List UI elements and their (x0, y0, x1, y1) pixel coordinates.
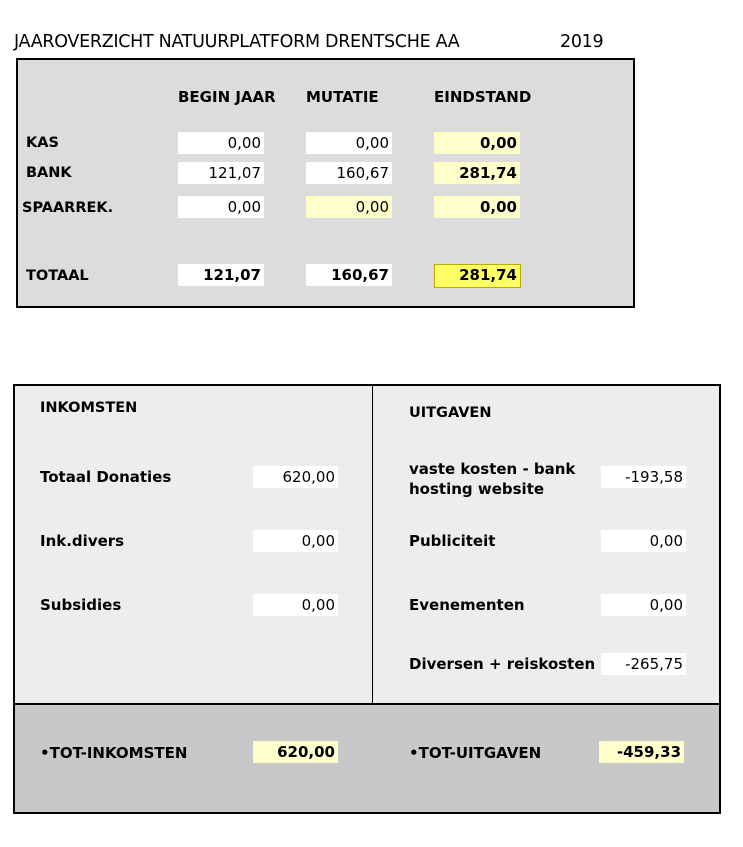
uitgaven-label-vaste-kosten-line1: vaste kosten - bank (409, 460, 576, 478)
spaarrek-begin-cell[interactable]: 0,00 (178, 196, 264, 218)
inkomsten-donaties-cell[interactable]: 620,00 (253, 466, 338, 488)
totaal-mutatie-cell[interactable]: 160,67 (306, 264, 392, 286)
row-label-spaarrek: SPAARREK. (22, 200, 114, 216)
uitgaven-label-vaste-kosten (409, 459, 575, 499)
inkomsten-divers-cell[interactable]: 0,00 (253, 530, 338, 552)
kas-begin-cell[interactable]: 0,00 (178, 132, 264, 154)
inkomsten-label-donaties: Totaal Donaties (40, 468, 172, 486)
column-header-begin: BEGIN JAAR (178, 88, 276, 106)
kas-mutatie-cell[interactable]: 0,00 (306, 132, 392, 154)
inkomsten-label-subsidies: Subsidies (40, 596, 122, 614)
inkomsten-subsidies-cell[interactable]: 0,00 (253, 594, 338, 616)
uitgaven-label-evenementen: Evenementen (409, 596, 525, 614)
tot-inkomsten-label: •TOT-INKOMSTEN (40, 744, 188, 762)
bank-eind-cell[interactable]: 281,74 (434, 162, 520, 184)
inkomsten-label-divers: Ink.divers (40, 532, 125, 550)
row-label-kas: KAS (26, 135, 59, 151)
totaal-begin-cell[interactable]: 121,07 (178, 264, 264, 286)
uitgaven-heading: UITGAVEN (409, 405, 492, 421)
tot-uitgaven-cell[interactable]: -459,33 (599, 741, 684, 763)
kas-eind-cell[interactable]: 0,00 (434, 132, 520, 154)
uitgaven-label-vaste-kosten-line2: hosting website (409, 480, 545, 498)
tot-uitgaven-label: •TOT-UITGAVEN (409, 744, 542, 762)
uitgaven-diversen-cell[interactable]: -265,75 (601, 653, 686, 675)
tot-inkomsten-cell[interactable]: 620,00 (253, 741, 338, 763)
spaarrek-eind-cell[interactable]: 0,00 (434, 196, 520, 218)
inkomsten-heading: INKOMSTEN (40, 400, 138, 416)
totals-footer (15, 705, 719, 812)
spaarrek-mutatie-cell[interactable]: 0,00 (306, 196, 392, 218)
tot-uitgaven-label-text: TOT-UITGAVEN (418, 744, 542, 762)
uitgaven-label-diversen: Diversen + reiskosten (409, 655, 596, 673)
row-label-totaal: TOTAAL (26, 268, 89, 284)
row-label-bank: BANK (26, 165, 72, 181)
bank-begin-cell[interactable]: 121,07 (178, 162, 264, 184)
bank-mutatie-cell[interactable]: 160,67 (306, 162, 392, 184)
page-title (14, 32, 604, 52)
column-divider (372, 386, 373, 704)
uitgaven-evenementen-cell[interactable]: 0,00 (601, 594, 686, 616)
totaal-eind-cell[interactable]: 281,74 (434, 264, 521, 288)
title-text: JAAROVERZICHT NATUURPLATFORM DRENTSCHE AA (14, 32, 460, 52)
column-header-eindstand: EINDSTAND (434, 88, 532, 106)
title-year: 2019 (560, 32, 604, 52)
uitgaven-vaste-kosten-cell[interactable]: -193,58 (601, 466, 686, 488)
uitgaven-label-publiciteit: Publiciteit (409, 532, 496, 550)
column-header-mutatie: MUTATIE (306, 88, 379, 106)
income-expense-panel (13, 384, 721, 814)
balance-summary-panel (16, 58, 635, 308)
uitgaven-publiciteit-cell[interactable]: 0,00 (601, 530, 686, 552)
tot-inkomsten-label-text: TOT-INKOMSTEN (49, 744, 188, 762)
